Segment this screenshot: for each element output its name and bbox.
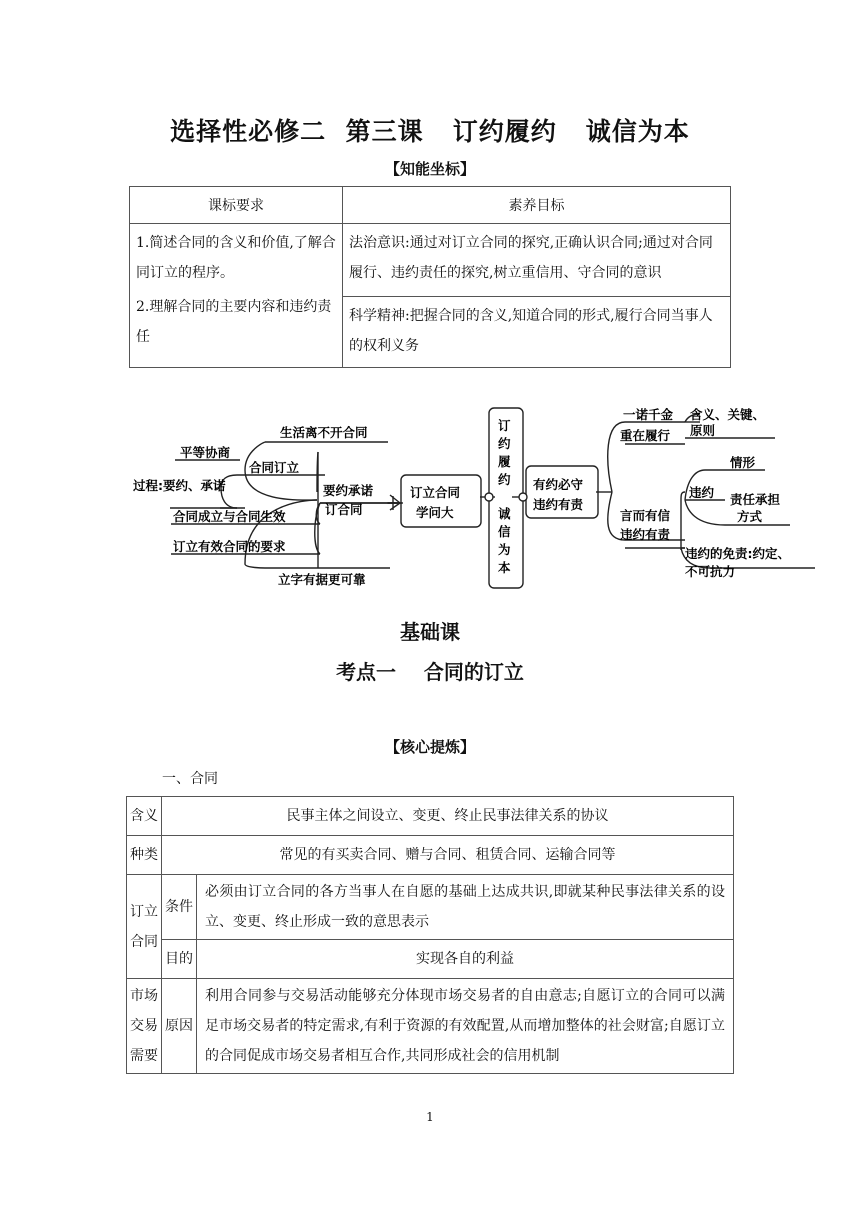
center-title: [498, 418, 511, 575]
mm-right-b2-l1: 言而有信: [620, 508, 671, 523]
zhonglei-text: 常见的有买卖合同、赠与合同、租赁合同、运输合同等: [162, 836, 734, 875]
mm-right-b1-l2: 重在履行: [620, 428, 671, 443]
mm-left-main-l1: 订立合同: [410, 485, 461, 500]
mm-right-mianze-l2: 不可抗力: [685, 564, 736, 579]
mm-left-b2-sub1-a: 平等协商: [180, 445, 231, 460]
page-title: 选择性必修二 第三课 订约履约 诚信为本: [170, 117, 690, 146]
hanyi-label: 含义: [127, 797, 162, 836]
jichu-title: 基础课: [400, 620, 460, 644]
center-char: 诚: [498, 506, 511, 521]
hanyi-text: 民事主体之间设立、变更、终止民事法律关系的协议: [162, 797, 734, 836]
mm-left-b2-l2: 订合同: [325, 502, 363, 517]
shichang-label: 市场交易需要: [127, 979, 162, 1074]
zhineng-label: 【知能坐标】: [384, 160, 475, 178]
center-char: 本: [498, 560, 511, 575]
center-char: 订: [498, 418, 511, 433]
standard-item: 2.理解合同的主要内容和违约责任: [136, 299, 332, 345]
yuanyin-label: 原因: [162, 979, 197, 1074]
mm-left-b2-sub3: 订立有效合同的要求: [173, 539, 286, 554]
mm-left-b3: 立字有据更可靠: [278, 572, 366, 587]
mm-left-b2-sub2: 合同成立与合同生效: [173, 509, 286, 524]
goal-item: 法治意识:通过对订立合同的探究,正确认识合同;通过对合同履行、违约责任的探究,树立重信用、守合同的意识: [343, 224, 731, 297]
tiaojian-label: 条件: [162, 875, 197, 940]
connector-dot: [519, 493, 527, 501]
mm-right-zeren-l2: 方式: [737, 509, 763, 524]
center-char: 信: [498, 524, 511, 539]
mm-left-b2-sub1-b: 过程:要约、承诺: [133, 478, 226, 493]
dingli-label: 订立合同: [127, 875, 162, 979]
mm-right-b1-l1: 一诺千金: [623, 407, 674, 422]
mm-right-b2-l2: 违约有责: [620, 527, 671, 542]
mm-right-mianze-l1: 违约的免责:约定、: [685, 546, 790, 561]
mm-right-b1-leaf-l1: 含义、关键、: [690, 407, 766, 422]
kaodian-title: 考点一 合同的订立: [336, 660, 524, 684]
center-char: 为: [498, 542, 511, 557]
center-char: 履: [498, 454, 511, 469]
zhonglei-label: 种类: [127, 836, 162, 875]
connector-dot: [485, 493, 493, 501]
mm-right-weiyue: 违约: [689, 485, 715, 500]
mm-right-main-l2: 违约有责: [533, 497, 584, 512]
header-right: 素养目标: [343, 187, 731, 224]
mm-left-main-l2: 学问大: [416, 505, 454, 520]
goals-table: [129, 186, 731, 368]
standard-item: 1.简述合同的含义和价值,了解合同订立的程序。: [136, 235, 336, 281]
page-number: 1: [426, 1110, 434, 1124]
section-heading: 一、合同: [162, 771, 218, 787]
mm-left-b2-l1: 要约承诺: [323, 483, 374, 498]
header-left: 课标要求: [130, 187, 343, 224]
mind-map: [125, 400, 825, 600]
mudi-label: 目的: [162, 940, 197, 979]
mm-right-main-l1: 有约必守: [533, 477, 584, 492]
mm-right-b1-leaf-l2: 原则: [690, 423, 716, 438]
contract-table: [126, 796, 734, 1074]
mm-right-zeren-l1: 责任承担: [730, 492, 781, 507]
mm-right-qingxing: 情形: [730, 455, 756, 470]
mudi-text: 实现各自的利益: [197, 940, 734, 979]
goal-item: 科学精神:把握合同的含义,知道合同的形式,履行合同当事人的权利义务: [343, 297, 731, 368]
tiaojian-text: 必须由订立合同的各方当事人在自愿的基础上达成共识,即就某种民事法律关系的设立、变更、终止形成一致的意思表示: [197, 875, 734, 940]
mm-left-b1: 生活离不开合同: [280, 425, 368, 440]
mm-left-b2-sub1: 合同订立: [249, 460, 300, 475]
center-char: 约: [498, 472, 511, 487]
standards-cell: [130, 224, 343, 368]
yuanyin-text: 利用合同参与交易活动能够充分体现市场交易者的自由意志;自愿订立的合同可以满足市场交易者的特定需求,有利于资源的有效配置,从而增加整体的社会财富;自愿订立的合同促成市场交易者相互合作,共同形成社会的信用机制: [197, 979, 734, 1074]
center-char: 约: [498, 436, 511, 451]
hexin-label: 【核心提炼】: [384, 738, 475, 756]
